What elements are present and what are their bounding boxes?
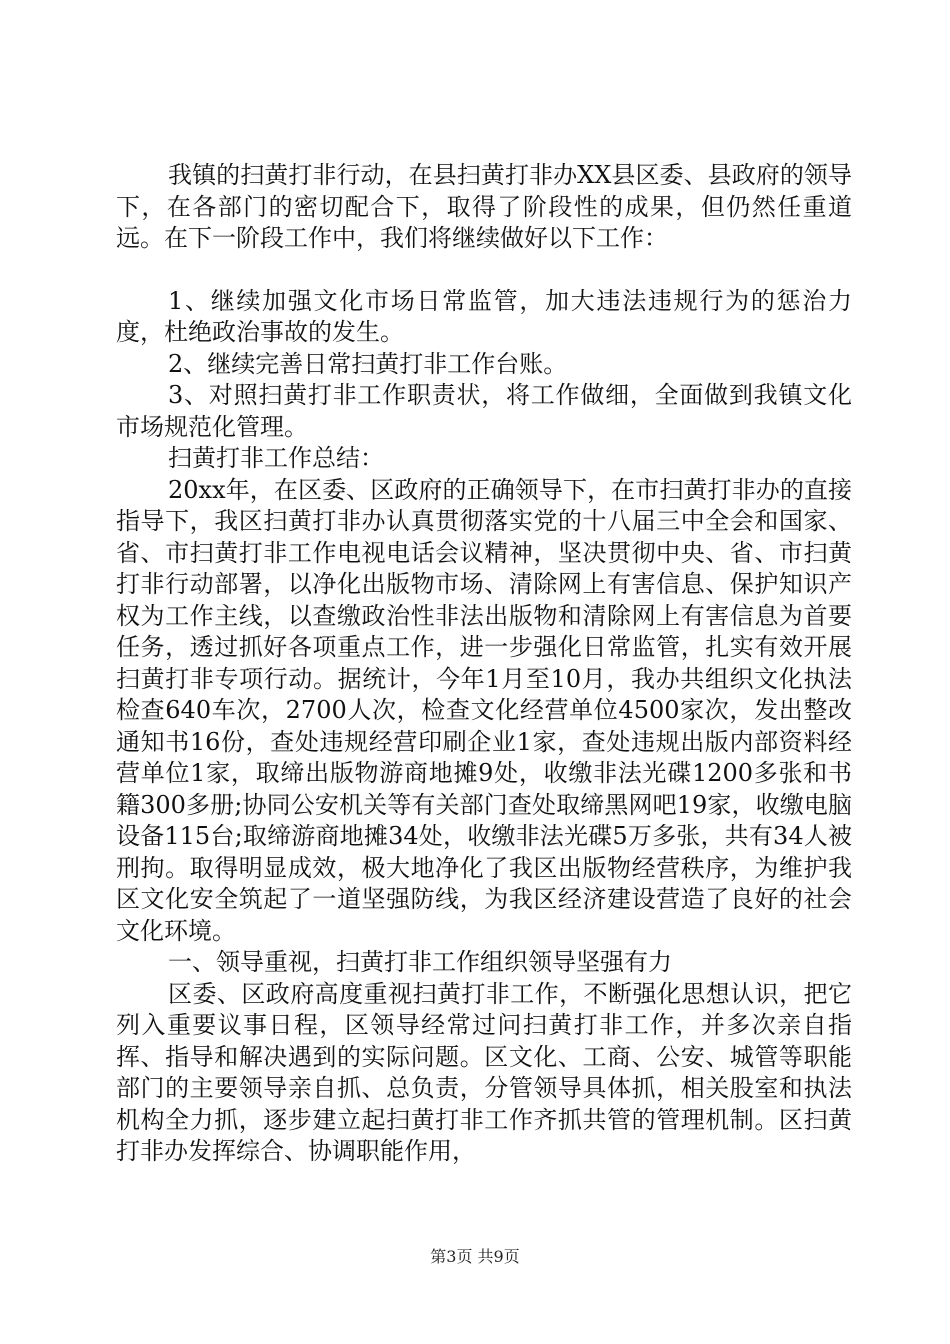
paragraph-heading-summary: 扫黄打非工作总结：: [168, 444, 384, 472]
document-body: [116, 160, 852, 1168]
paragraph-intro: 我镇的扫黄打非行动，在县扫黄打非办XX县区委、县政府的领导下，在各部门的密切配合下，取得了阶段性的成果，但仍然任重道远。在下一阶段工作中，我们将继续做好以下工作：: [116, 161, 852, 252]
paragraph-section-body: 区委、区政府高度重视扫黄打非工作，不断强化思想认识，把它列入重要议事日程，区领导经常过问扫黄打非工作，并多次亲自指挥、指导和解决遇到的实际问题。区文化、工商、公安、城管等职能部门的主要领导亲自抓、总负责，分管领导具体抓，相关股室和执法机构全力抓，逐步建立起扫黄打非工作齐抓共管的管理机制。区扫黄打非办发挥综合、协调职能作用，: [116, 979, 852, 1165]
paragraph-summary-body: 20xx年，在区委、区政府的正确领导下，在市扫黄打非办的直接指导下，我区扫黄打非办认真贯彻落实党的十八届三中全会和国家、省、市扫黄打非工作电视电话会议精神，坚决贯彻中央、省、市扫黄打非行动部署，以净化出版物市场、清除网上有害信息、保护知识产权为工作主线，以查缴政治性非法出版物和清除网上有害信息为首要任务，透过抓好各项重点工作，进一步强化日常监管，扎实有效开展扫黄打非专项行动。据统计，今年1月至10月，我办共组织文化执法检查640车次，2700人次，检查文化经营单位4500家次，发出整改通知书16份，查处违规经营印刷企业1家，查处违规出版内部资料经营单位1家，取缔出版物游商地摊9处，收缴非法光碟1200多张和书籍300多册;协同公安机关等有关部门查处取缔黑网吧19家，收缴电脑设备115台;取缔游商地摊34处，收缴非法光碟5万多张，共有34人被刑拘。取得明显成效，极大地净化了我区出版物经营秩序，为维护我区文化安全筑起了一道坚强防线，为我区经济建设营造了良好的社会文化环境。: [116, 475, 852, 945]
paragraph-item-2: 2、继续完善日常扫黄打非工作台账。: [168, 349, 568, 378]
paragraph-section-heading: 一、领导重视，扫黄打非工作组织领导坚强有力: [168, 948, 672, 976]
paragraph-item-3: 3、对照扫黄打非工作职责状，将工作做细，全面做到我镇文化市场规范化管理。: [116, 381, 852, 441]
paragraph-item-1: 1、继续加强文化市场日常监管，加大违法违规行为的惩治力度，杜绝政治事故的发生。: [116, 286, 852, 346]
page-footer: 第3页 共9页: [430, 1247, 520, 1266]
paragraph-spacer: [116, 255, 852, 286]
